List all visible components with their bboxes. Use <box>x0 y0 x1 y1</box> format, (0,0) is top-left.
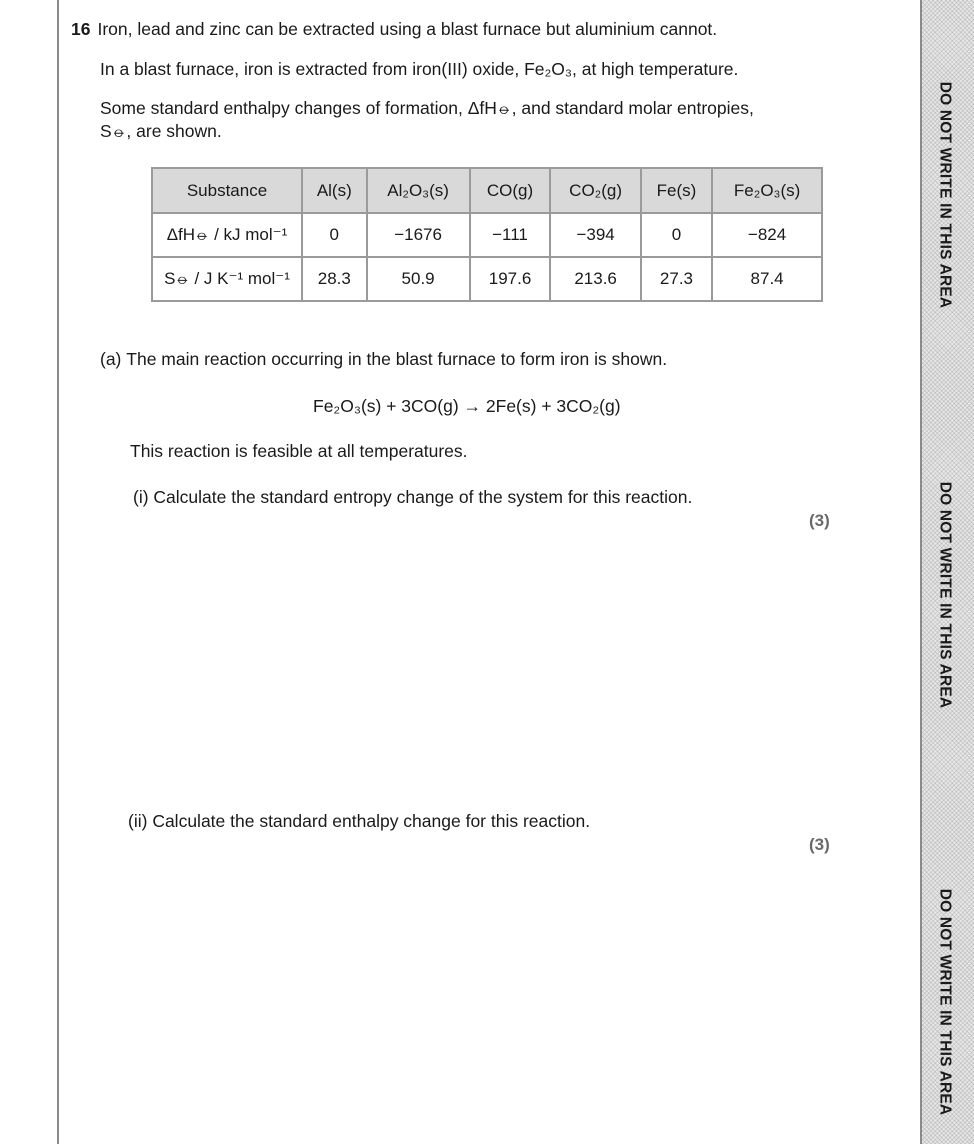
reaction-equation: Fe₂O₃(s) + 3CO(g) → 2Fe(s) + 3CO₂(g) <box>313 396 621 416</box>
table-header: Fe(s) <box>641 168 712 213</box>
part-a-text: (a) The main reaction occurring in the blast furnace to form iron is shown. <box>100 349 668 369</box>
table-cell: −111 <box>470 213 551 257</box>
table-header: Al₂O₃(s) <box>367 168 470 213</box>
table-header: CO(g) <box>470 168 551 213</box>
question-number: 16 <box>71 19 91 39</box>
table-cell: −394 <box>550 213 640 257</box>
feasibility-statement: This reaction is feasible at all temperatures. <box>130 441 468 461</box>
table-cell: 197.6 <box>470 257 551 301</box>
table-cell: 0 <box>641 213 712 257</box>
part-ii-label: (ii) <box>128 811 148 831</box>
question-line-3a: Some standard enthalpy changes of formation, ΔfH⦵, and standard molar entropies, <box>100 98 754 118</box>
table-cell: 213.6 <box>550 257 640 301</box>
answer-space-ii[interactable] <box>130 865 830 1135</box>
table-header: CO₂(g) <box>550 168 640 213</box>
margin-warning-2: DO NOT WRITE IN THIS AREA <box>936 481 953 709</box>
table-cell: 27.3 <box>641 257 712 301</box>
table-cell: −1676 <box>367 213 470 257</box>
answer-space-i[interactable] <box>130 540 830 800</box>
table-row <box>152 213 822 257</box>
table-header-row <box>152 168 822 213</box>
table-header: Fe₂O₃(s) <box>712 168 822 213</box>
table-cell: 50.9 <box>367 257 470 301</box>
margin-warning-3: DO NOT WRITE IN THIS AREA <box>936 888 953 1116</box>
part-a-label: (a) <box>100 349 122 369</box>
table-row <box>152 257 822 301</box>
table-header-substance: Substance <box>152 168 302 213</box>
table-cell: 0 <box>302 213 367 257</box>
data-table <box>151 167 823 302</box>
table-cell: −824 <box>712 213 822 257</box>
question-intro: 16 Iron, lead and zinc can be extracted using a blast furnace but aluminium cannot. <box>71 19 718 39</box>
part-ii-text: (ii) Calculate the standard enthalpy change for this reaction. <box>128 811 591 831</box>
left-margin-rule <box>57 0 59 1144</box>
question-line-3b: S⦵, are shown. <box>100 121 222 141</box>
table-cell: 28.3 <box>302 257 367 301</box>
table-cell: 87.4 <box>712 257 822 301</box>
part-ii-marks: (3) <box>809 835 830 854</box>
part-i-marks: (3) <box>809 511 830 530</box>
table-header: Al(s) <box>302 168 367 213</box>
margin-warning-1: DO NOT WRITE IN THIS AREA <box>936 81 953 309</box>
part-i-label: (i) <box>133 487 149 507</box>
row-label: ΔfH⦵ / kJ mol⁻¹ <box>152 213 302 257</box>
part-i-text: (i) Calculate the standard entropy change of the system for this reaction. <box>133 487 693 507</box>
question-line-2: In a blast furnace, iron is extracted from iron(III) oxide, Fe₂O₃, at high temperature. <box>100 59 739 79</box>
row-label: S⦵ / J K⁻¹ mol⁻¹ <box>152 257 302 301</box>
